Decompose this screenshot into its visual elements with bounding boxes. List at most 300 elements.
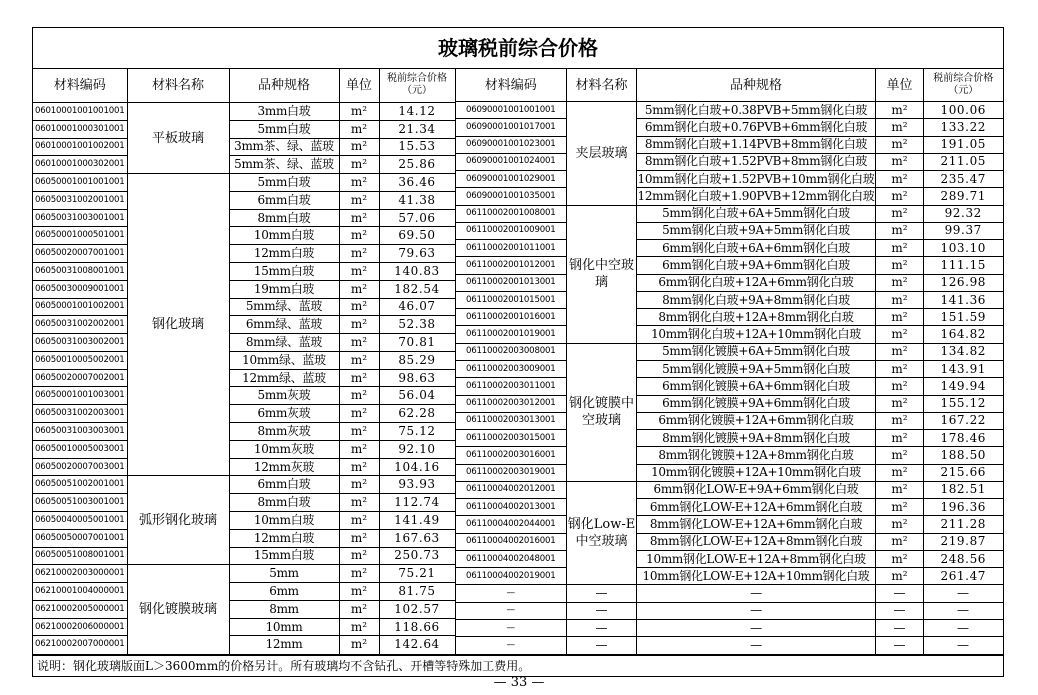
material-name: 钢化玻璃: [127, 174, 229, 476]
table-row: [33, 245, 455, 263]
material-code: 06050001000501001: [33, 227, 127, 245]
material-code: 06050051008001001: [33, 547, 127, 565]
page-number: — 33 —: [493, 675, 545, 690]
unit: m²: [876, 343, 924, 360]
table-row: [456, 585, 1003, 602]
unit: m²: [339, 369, 379, 387]
price: 211.28: [924, 516, 1003, 533]
material-code: 06110002001019001: [456, 326, 567, 343]
table-row: [33, 227, 455, 245]
material-code: 06210001004000001: [33, 583, 127, 601]
unit: m²: [339, 191, 379, 209]
table-row: [33, 583, 455, 601]
table-row: [456, 240, 1003, 257]
price-table-left: [33, 69, 456, 655]
unit: —: [876, 637, 924, 654]
spec: 10mm绿、蓝玻: [229, 351, 339, 369]
unit: m²: [339, 600, 379, 618]
material-code: 06090001001029001: [456, 171, 567, 188]
spec: 5mm钢化白玻+6A+5mm钢化白玻: [637, 205, 876, 222]
page-title: 玻璃税前综合价格: [33, 28, 1003, 69]
spec: 8mm白玻: [229, 494, 339, 512]
spec: 6mm钢化镀膜+6A+6mm钢化白玻: [637, 378, 876, 395]
unit: m²: [876, 171, 924, 188]
unit: —: [876, 619, 924, 636]
spec: 5mm白玻: [229, 174, 339, 192]
table-row: [456, 309, 1003, 326]
price: 111.15: [924, 257, 1003, 274]
material-code: 06110002001011001: [456, 240, 567, 257]
price: 182.54: [379, 280, 455, 298]
spec: 10mm钢化白玻+1.52PVB+10mm钢化白玻: [637, 171, 876, 188]
unit: m²: [339, 636, 379, 654]
spec: 5mm钢化白玻+0.38PVB+5mm钢化白玻: [637, 102, 876, 119]
table-row: [456, 188, 1003, 205]
material-code: 06050020007003001: [33, 458, 127, 476]
material-name: 钢化镀膜玻璃: [127, 565, 229, 654]
spec: 10mm白玻: [229, 227, 339, 245]
unit: m²: [876, 205, 924, 222]
material-code: 06110002003008001: [456, 343, 567, 360]
table-row: [33, 547, 455, 565]
price: 167.22: [924, 412, 1003, 429]
unit: m²: [339, 440, 379, 458]
unit: m²: [876, 447, 924, 464]
price: 104.16: [379, 458, 455, 476]
unit: m²: [876, 395, 924, 412]
table-row: [33, 458, 455, 476]
spec: 5mm: [229, 565, 339, 583]
table-row: [456, 619, 1003, 636]
material-code: 06050051002001001: [33, 476, 127, 494]
price: 250.73: [379, 547, 455, 565]
unit: m²: [339, 583, 379, 601]
material-code: —: [456, 585, 567, 602]
header-unit: 单位: [339, 69, 379, 102]
price: 134.82: [924, 343, 1003, 360]
header-price: 税前综合价格 （元）: [924, 69, 1003, 102]
price: 25.86: [379, 156, 455, 174]
unit: m²: [339, 120, 379, 138]
material-code: 06110002003012001: [456, 395, 567, 412]
material-code: 06110004002013001: [456, 499, 567, 516]
table-row: [456, 533, 1003, 550]
table-row: [33, 351, 455, 369]
spec: 6mm钢化白玻+0.76PVB+6mm钢化白玻: [637, 119, 876, 136]
unit: m²: [876, 464, 924, 481]
unit: m²: [876, 533, 924, 550]
unit: m²: [339, 387, 379, 405]
unit: m²: [339, 280, 379, 298]
spec: 5mm绿、蓝玻: [229, 298, 339, 316]
spec: 6mm: [229, 583, 339, 601]
spec: 8mm钢化白玻+9A+8mm钢化白玻: [637, 291, 876, 308]
price: 81.75: [379, 583, 455, 601]
table-row: [456, 360, 1003, 377]
table-row: [456, 119, 1003, 136]
material-name: 夹层玻璃: [567, 102, 637, 206]
table-area: [33, 69, 1003, 655]
price: 151.59: [924, 309, 1003, 326]
unit: m²: [339, 458, 379, 476]
table-row: [456, 326, 1003, 343]
spec: 8mm白玻: [229, 209, 339, 227]
table-row: [456, 447, 1003, 464]
material-code: 06090001001017001: [456, 119, 567, 136]
material-name: —: [567, 619, 637, 636]
material-code: 06110004002019001: [456, 568, 567, 585]
price: —: [924, 619, 1003, 636]
price: —: [924, 602, 1003, 619]
spec: 6mm钢化LOW-E+12A+6mm钢化白玻: [637, 499, 876, 516]
price: 56.04: [379, 387, 455, 405]
spec: 10mm钢化白玻+12A+10mm钢化白玻: [637, 326, 876, 343]
unit: m²: [339, 316, 379, 334]
price: 57.06: [379, 209, 455, 227]
spec: 8mm钢化白玻+12A+8mm钢化白玻: [637, 309, 876, 326]
material-code: 06050020007001001: [33, 245, 127, 263]
unit: m²: [339, 547, 379, 565]
spec: 8mm绿、蓝玻: [229, 334, 339, 352]
table-row: [456, 430, 1003, 447]
header-material: 材料名称: [127, 69, 229, 102]
price: 164.82: [924, 326, 1003, 343]
material-code: 06050010005003001: [33, 440, 127, 458]
material-code: 06050031008001001: [33, 263, 127, 281]
price: 188.50: [924, 447, 1003, 464]
table-row: [33, 405, 455, 423]
price: 182.51: [924, 481, 1003, 498]
table-row: [456, 568, 1003, 585]
unit: m²: [876, 291, 924, 308]
header-price: 税前综合价格 （元）: [379, 69, 455, 102]
material-code: 06050010005002001: [33, 351, 127, 369]
spec: 6mm钢化镀膜+12A+6mm钢化白玻: [637, 412, 876, 429]
unit: m²: [339, 351, 379, 369]
table-row: [456, 412, 1003, 429]
spec: 5mm钢化白玻+9A+5mm钢化白玻: [637, 222, 876, 239]
unit: m²: [339, 494, 379, 512]
material-code: 06090001001001001: [456, 102, 567, 119]
table-row: [33, 440, 455, 458]
unit: m²: [876, 136, 924, 153]
price: 103.10: [924, 240, 1003, 257]
unit: m²: [876, 326, 924, 343]
price: 112.74: [379, 494, 455, 512]
material-name: —: [567, 585, 637, 602]
table-row: [33, 191, 455, 209]
price: 215.66: [924, 464, 1003, 481]
price: 14.12: [379, 102, 455, 120]
unit: m²: [876, 499, 924, 516]
material-code: 06090001001024001: [456, 153, 567, 170]
spec: 19mm白玻: [229, 280, 339, 298]
price: 70.81: [379, 334, 455, 352]
spec: 8mm灰玻: [229, 423, 339, 441]
header-row: [33, 69, 455, 102]
price: 191.05: [924, 136, 1003, 153]
spec: 3mm茶、绿、蓝玻: [229, 138, 339, 156]
table-row: [456, 499, 1003, 516]
table-row: [33, 636, 455, 654]
material-code: 06110002003015001: [456, 430, 567, 447]
price: 219.87: [924, 533, 1003, 550]
table-row: [456, 171, 1003, 188]
price: 142.64: [379, 636, 455, 654]
spec: —: [637, 619, 876, 636]
unit: m²: [876, 153, 924, 170]
table-row: [33, 280, 455, 298]
price: 99.37: [924, 222, 1003, 239]
unit: m²: [339, 423, 379, 441]
spec: 10mm: [229, 618, 339, 636]
material-code: —: [456, 619, 567, 636]
table-row: [456, 516, 1003, 533]
material-code: 06010001000302001: [33, 156, 127, 174]
material-code: 06050050007001001: [33, 529, 127, 547]
material-code: 06050040005001001: [33, 511, 127, 529]
price-table-right: [456, 69, 1003, 655]
table-row: [456, 257, 1003, 274]
material-code: 06110004002012001: [456, 481, 567, 498]
unit: m²: [876, 309, 924, 326]
unit: m²: [339, 298, 379, 316]
table-row: [33, 494, 455, 512]
material-code: 06050001001003001: [33, 387, 127, 405]
material-name: 平板玻璃: [127, 102, 229, 173]
material-name: —: [567, 637, 637, 654]
unit: m²: [339, 511, 379, 529]
spec: 6mm钢化白玻+9A+6mm钢化白玻: [637, 257, 876, 274]
table-row: [456, 222, 1003, 239]
price: 62.28: [379, 405, 455, 423]
table-row: [33, 263, 455, 281]
material-code: 06050030009001001: [33, 280, 127, 298]
unit: m²: [876, 481, 924, 498]
table-row: [456, 343, 1003, 360]
price: 143.91: [924, 360, 1003, 377]
price: 211.05: [924, 153, 1003, 170]
header-unit: 单位: [876, 69, 924, 102]
table-row: [33, 529, 455, 547]
spec: 5mm灰玻: [229, 387, 339, 405]
spec: 10mm钢化LOW-E+12A+10mm钢化白玻: [637, 568, 876, 585]
price: 167.63: [379, 529, 455, 547]
material-code: 06090001001023001: [456, 136, 567, 153]
material-code: 06110002001016001: [456, 309, 567, 326]
spec: 5mm白玻: [229, 120, 339, 138]
material-code: 06050051003001001: [33, 494, 127, 512]
material-code: 06110002001013001: [456, 274, 567, 291]
spec: 8mm钢化LOW-E+12A+8mm钢化白玻: [637, 533, 876, 550]
table-row: [33, 156, 455, 174]
unit: m²: [339, 138, 379, 156]
unit: m²: [339, 156, 379, 174]
material-code: 06210002003000001: [33, 565, 127, 583]
spec: 8mm钢化LOW-E+12A+6mm钢化白玻: [637, 516, 876, 533]
header-spec: 品种规格: [229, 69, 339, 102]
unit: m²: [876, 188, 924, 205]
material-code: 06010001000301001: [33, 120, 127, 138]
spec: 5mm钢化镀膜+6A+5mm钢化白玻: [637, 343, 876, 360]
material-code: 06110004002044001: [456, 516, 567, 533]
spec: 6mm灰玻: [229, 405, 339, 423]
price: 248.56: [924, 550, 1003, 567]
material-code: 06050031002002001: [33, 316, 127, 334]
material-code: —: [456, 602, 567, 619]
spec: 15mm白玻: [229, 263, 339, 281]
material-code: 06050020007002001: [33, 369, 127, 387]
price: 149.94: [924, 378, 1003, 395]
table-row: [456, 464, 1003, 481]
unit: m²: [876, 257, 924, 274]
table-row: [33, 600, 455, 618]
price: 102.57: [379, 600, 455, 618]
table-row: [456, 378, 1003, 395]
spec: 15mm白玻: [229, 547, 339, 565]
price: 41.38: [379, 191, 455, 209]
spec: 5mm钢化镀膜+9A+5mm钢化白玻: [637, 360, 876, 377]
spec: 12mm白玻: [229, 245, 339, 263]
price: 133.22: [924, 119, 1003, 136]
table-row: [33, 476, 455, 494]
price: 98.63: [379, 369, 455, 387]
material-name: 钢化中空玻璃: [567, 205, 637, 343]
unit: m²: [339, 405, 379, 423]
spec: 8mm钢化镀膜+12A+8mm钢化白玻: [637, 447, 876, 464]
material-code: 06110002001012001: [456, 257, 567, 274]
unit: m²: [876, 102, 924, 119]
material-code: 06010001001002001: [33, 138, 127, 156]
table-row: [33, 565, 455, 583]
unit: m²: [339, 618, 379, 636]
price: 118.66: [379, 618, 455, 636]
spec: 3mm白玻: [229, 102, 339, 120]
price: 93.93: [379, 476, 455, 494]
spec: 8mm钢化白玻+1.14PVB+8mm钢化白玻: [637, 136, 876, 153]
table-row: [33, 618, 455, 636]
spec: 12mm: [229, 636, 339, 654]
unit: m²: [876, 378, 924, 395]
price: 75.21: [379, 565, 455, 583]
price: 79.63: [379, 245, 455, 263]
footnote: 说明：钢化玻璃版面L＞3600mm的价格另计。所有玻璃均不含钻孔、开槽等特殊加工费用。: [33, 655, 1003, 676]
unit: m²: [339, 334, 379, 352]
material-code: 06110002001008001: [456, 205, 567, 222]
material-code: 06050031002001001: [33, 191, 127, 209]
material-name: 钢化镀膜中空玻璃: [567, 343, 637, 481]
spec: 10mm灰玻: [229, 440, 339, 458]
material-code: 06110002003013001: [456, 412, 567, 429]
price: 36.46: [379, 174, 455, 192]
spec: 6mm白玻: [229, 476, 339, 494]
header-code: 材料编码: [456, 69, 567, 102]
unit: m²: [339, 476, 379, 494]
price: 52.38: [379, 316, 455, 334]
unit: m²: [876, 516, 924, 533]
price: 75.12: [379, 423, 455, 441]
unit: m²: [876, 430, 924, 447]
price: 141.49: [379, 511, 455, 529]
price: 235.47: [924, 171, 1003, 188]
header-code: 材料编码: [33, 69, 127, 102]
table-row: [456, 481, 1003, 498]
table-row: [33, 316, 455, 334]
table-row: [456, 395, 1003, 412]
spec: 12mm灰玻: [229, 458, 339, 476]
material-code: 06050031003003001: [33, 423, 127, 441]
unit: m²: [339, 209, 379, 227]
price: 100.06: [924, 102, 1003, 119]
price: 126.98: [924, 274, 1003, 291]
material-code: 06110002003016001: [456, 447, 567, 464]
material-code: 06110002003019001: [456, 464, 567, 481]
spec: 6mm绿、蓝玻: [229, 316, 339, 334]
material-code: 06090001001035001: [456, 188, 567, 205]
price: —: [924, 585, 1003, 602]
unit: m²: [876, 360, 924, 377]
price: 69.50: [379, 227, 455, 245]
unit: m²: [339, 227, 379, 245]
table-row: [33, 102, 455, 120]
table-row: [33, 209, 455, 227]
header-material: 材料名称: [567, 69, 637, 102]
unit: m²: [876, 568, 924, 585]
material-code: 06210002005000001: [33, 600, 127, 618]
material-code: 06010001001001001: [33, 102, 127, 120]
unit: m²: [876, 240, 924, 257]
material-code: 06050031003001001: [33, 209, 127, 227]
table-row: [456, 274, 1003, 291]
price: 46.07: [379, 298, 455, 316]
spec: 8mm钢化镀膜+9A+8mm钢化白玻: [637, 430, 876, 447]
table-row: [456, 291, 1003, 308]
table-row: [456, 550, 1003, 567]
table-row: [456, 637, 1003, 654]
table-row: [456, 153, 1003, 170]
spec: 5mm茶、绿、蓝玻: [229, 156, 339, 174]
spec: 10mm钢化LOW-E+12A+8mm钢化白玻: [637, 550, 876, 567]
table-row: [33, 511, 455, 529]
unit: m²: [876, 222, 924, 239]
table-row: [33, 369, 455, 387]
unit: m²: [876, 412, 924, 429]
table-row: [33, 120, 455, 138]
spec: —: [637, 637, 876, 654]
material-code: 06110002003009001: [456, 360, 567, 377]
unit: —: [876, 585, 924, 602]
spec: 10mm钢化镀膜+12A+10mm钢化白玻: [637, 464, 876, 481]
unit: m²: [876, 274, 924, 291]
unit: m²: [339, 174, 379, 192]
price: 196.36: [924, 499, 1003, 516]
material-code: 06110004002048001: [456, 550, 567, 567]
material-code: 06210002006000001: [33, 618, 127, 636]
price: 140.83: [379, 263, 455, 281]
table-row: [456, 136, 1003, 153]
material-code: 06210002007000001: [33, 636, 127, 654]
material-code: 06050001001002001: [33, 298, 127, 316]
spec: 12mm白玻: [229, 529, 339, 547]
table-row: [33, 138, 455, 156]
table-row: [456, 602, 1003, 619]
unit: m²: [339, 263, 379, 281]
material-code: 06050031002003001: [33, 405, 127, 423]
material-code: 06110002001009001: [456, 222, 567, 239]
price: 289.71: [924, 188, 1003, 205]
material-code: 06050001001001001: [33, 174, 127, 192]
unit: m²: [876, 119, 924, 136]
